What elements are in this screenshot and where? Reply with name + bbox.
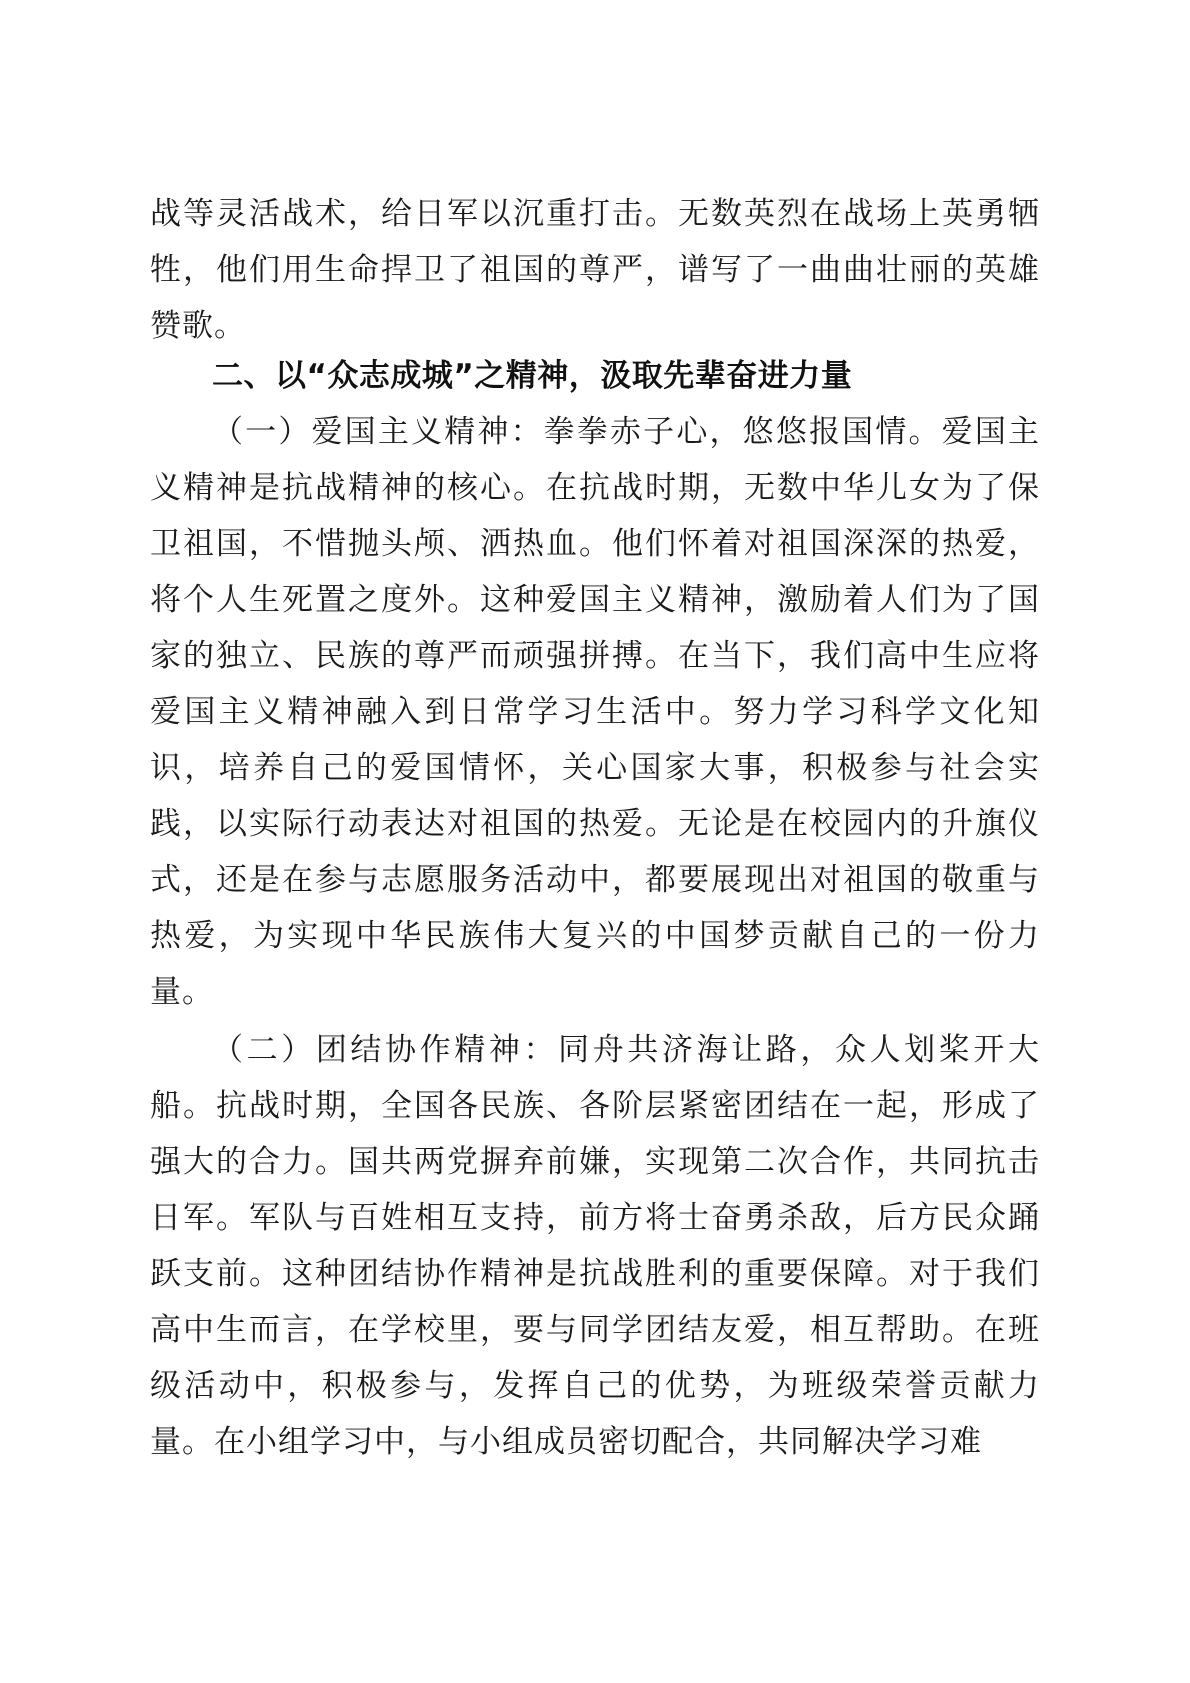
subsection-2-body: 抗战时期，全国各民族、各阶层紧密团结在一起，形成了强大的合力。国共两党摒弃前嫌，实现第二次合作，共同抗击日军。军队与百姓相互支持，前方将士奋勇杀敌，后方民众踊跃支前。这种团结协作精神是抗战胜利的重要保障。对于我们高中生而言，在学校里，要与同学团结友爱，相互帮助。在班级活动中，积极参与，发挥自己的优势，为班级荣誉贡献力量。在小组学习中，与小组成员密切配合，共同解决学习难: [150, 1088, 1040, 1460]
subsection-1-body: 爱国主义精神是抗战精神的核心。在抗战时期，无数中华儿女为了保卫祖国，不惜抛头颅、洒热血。他们怀着对祖国深深的热爱，将个人生死置之度外。这种爱国主义精神，激励着人们为了国家的独立、民族的尊严而顽强拼搏。在当下，我们高中生应将爱国主义精神融入到日常学习生活中。努力学习科学文化知识，培养自己的爱国情怀，关心国家大事，积极参与社会实践，以实际行动表达对祖国的热爱。无论是在校园内的升旗仪式，还是在参与志愿服务活动中，都要展现出对祖国的敬重与热爱，为实现中华民族伟大复兴的中国梦贡献自己的一份力量。: [150, 414, 1041, 1010]
subsection-2-paragraph: [150, 1022, 1040, 1470]
subsection-1-paragraph: [150, 404, 1040, 1020]
subsection-2-lead: （二）团结协作精神：同舟共济海让路，众人划桨开大船。: [150, 1032, 1040, 1124]
section-heading: 二、以“众志成城”之精神，汲取先辈奋进力量: [212, 358, 853, 394]
subsection-1-lead: （一）爱国主义精神：拳拳赤子心，悠悠报国情。: [212, 414, 942, 450]
continued-paragraph: 战等灵活战术，给日军以沉重打击。无数英烈在战场上英勇牺牲，他们用生命捍卫了祖国的尊严，谱写了一曲曲壮丽的英雄赞歌。: [150, 196, 1040, 344]
